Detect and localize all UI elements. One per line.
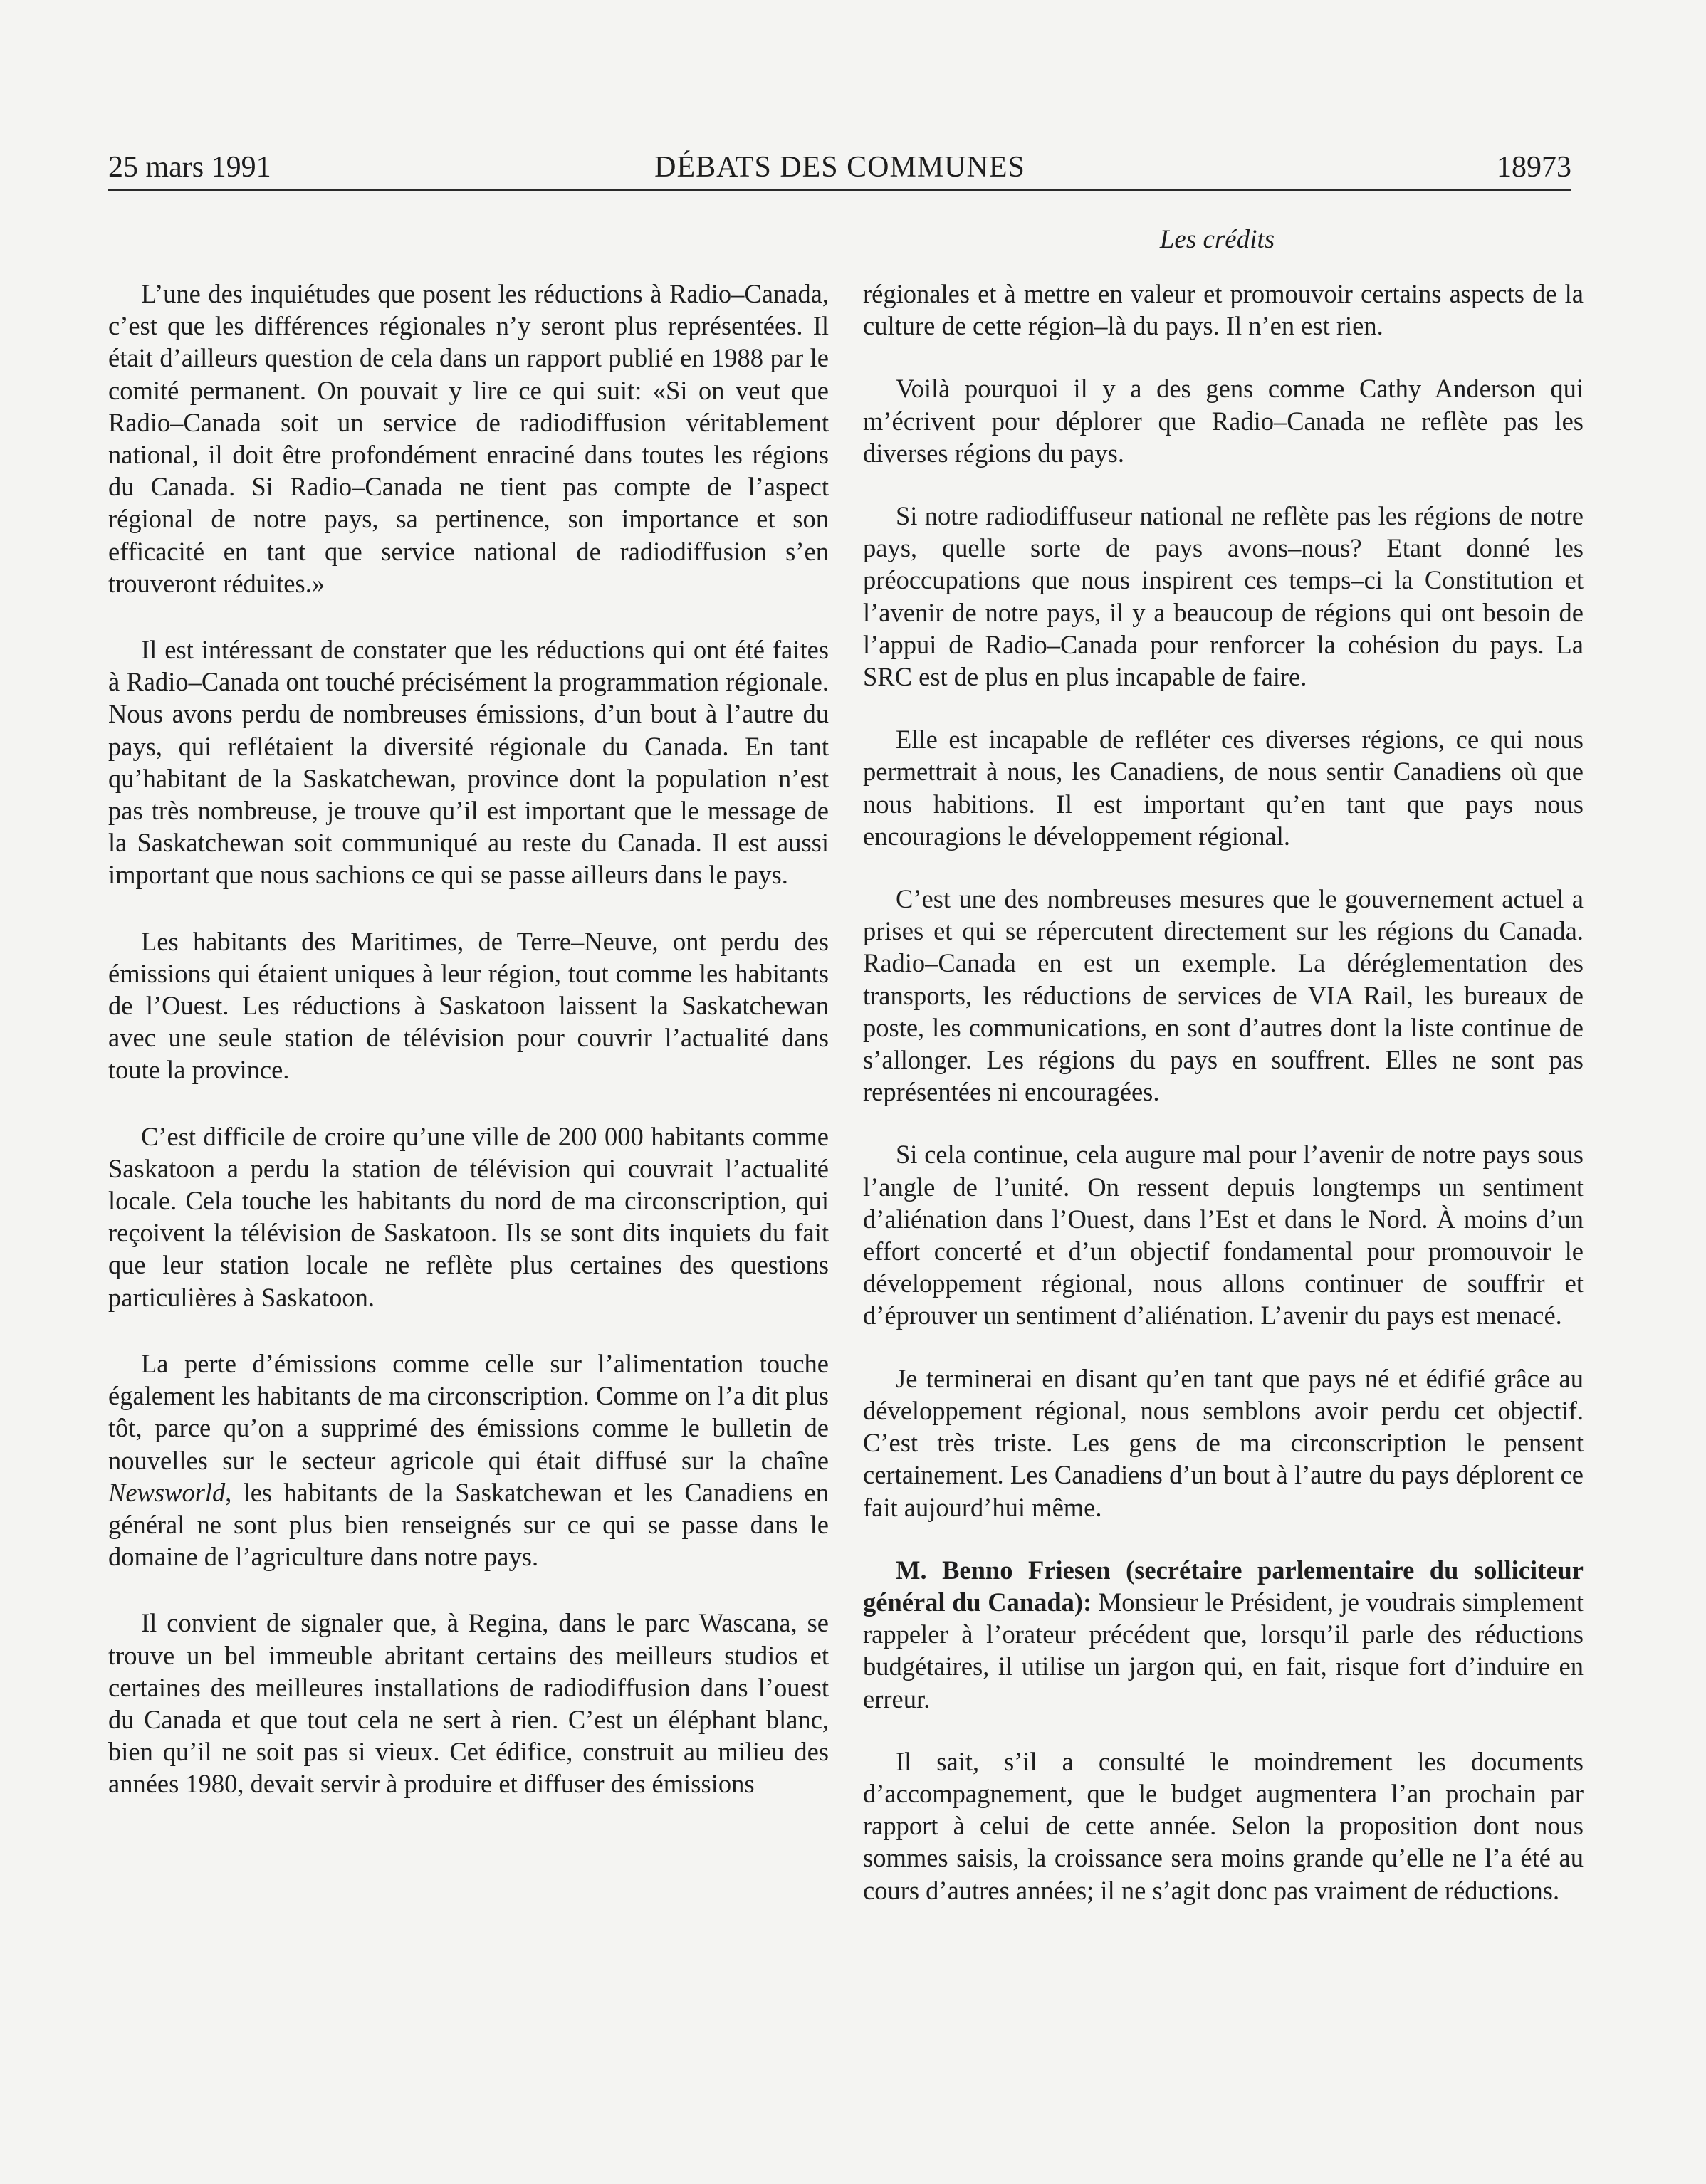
- paragraph: Il sait, s’il a consulté le moindrement les documents d’accompagnement, que le budget augmentera l’an prochain par rapport à celui de cette année. Selon la proposition dont nous sommes saisis, la croissance sera moins grande qu’elle ne l’a été au cours d’autres années; il ne s’agit donc pas vraiment de réductions.: [863, 1746, 1584, 1905]
- paragraph: L’une des inquiétudes que posent les réductions à Radio–Canada, c’est que les différences régionales n’y seront plus représentées. Il était d’ailleurs question de cela dans un rapport publié en 1988 par le comité permanent. On pouvait y lire ce qui suit: «Si on veut que Radio–Canada soit un service de radiodiffusion véritablement national, il doit être profondément enraciné dans toutes les régions du Canada. Si Radio–Canada ne tient pas compte de l’aspect régional de notre pays, sa pertinence, son importance et son efficacité en tant que service national de radiodiffusion s’en trouveront réduites.»: [108, 279, 829, 598]
- program-name: Newsworld: [108, 1477, 226, 1507]
- paragraph: Il est intéressant de constater que les réductions qui ont été faites à Radio–Canada ont touché précisément la programmation régionale. Nous avons perdu de nombreuses émissions, d’un bout à l’autre du pays, qui reflétaient la diversité régionale du Canada. En tant qu’habitant de la Saskatchewan, province dont la population n’est pas très nombreuse, je trouve qu’il est important que le message de la Saskatchewan soit communiqué au reste du Canada. Il est aussi important que nous sachions ce qui se passe ailleurs dans le pays.: [108, 635, 829, 890]
- paragraph: La perte d’émissions comme celle sur l’alimentation touche également les habitants de ma circonscription. Comme on l’a dit plus tôt, parce qu’on a supprimé des émissions comme le bulletin de nouvelles sur le secteur agricole qui était diffusé sur la chaîne Newsworld, les habitants de la Saskatchewan et les Canadiens en général ne sont plus bien renseignés sur ce qui se passe dans le domaine de l’agriculture dans notre pays.: [108, 1348, 829, 1572]
- speaker-text: Monsieur le Président, je voudrais simplement rappeler à l’orateur précédent que, lorsqu’il parle des réductions budgétaires, il utilise un jargon qui, en fait, risque fort d’induire en erreur.: [863, 1587, 1584, 1713]
- header-page-number: 18973: [1497, 151, 1571, 184]
- paragraph: Si notre radiodiffuseur national ne reflète pas les régions de notre pays, quelle sorte de pays avons–nous? Etant donné les préoccupations que nous inspirent ces temps–ci la Constitution et l’avenir de notre pays, il y a beaucoup de régions qui ont besoin de l’appui de Radio–Canada pour renforcer la cohésion du pays. La SRC est de plus en plus incapable de faire.: [863, 501, 1584, 692]
- continued-paragraph: régionales et à mettre en valeur et promouvoir certains aspects de la culture de cette région–là du pays. Il n’en est rien.: [863, 279, 1584, 341]
- paragraph: Voilà pourquoi il y a des gens comme Cathy Anderson qui m’écrivent pour déplorer que Radio–Canada ne reflète pas les diverses régions du pays.: [863, 374, 1584, 468]
- paragraph: Il convient de signaler que, à Regina, dans le parc Wascana, se trouve un bel immeuble abritant certains des meilleurs studios et certaines des meilleures installations de radiodiffusion dans l’ouest du Canada et que tout cela ne sert à rien. C’est un éléphant blanc, bien qu’il ne soit pas si vieux. Cet édifice, construit au milieu des années 1980, devait servir à produire et diffuser des émissions: [108, 1608, 829, 1799]
- paragraph: Je terminerai en disant qu’en tant que pays né et édifié grâce au développement régional, nous semblons avoir perdu cet objectif. C’est très triste. Les gens de ma circonscription le pensent certainement. Les Canadiens d’un bout à l’autre du pays déplorent ce fait aujourd’hui même.: [863, 1363, 1584, 1522]
- paragraph: Elle est incapable de refléter ces diverses régions, ce qui nous permettrait à nous, les Canadiens, de nous sentir Canadiens où que nous habitions. Il est important qu’en tant que pays nous encouragions le développement régional.: [863, 725, 1584, 851]
- speaker-name: M. Benno Friesen (secrétaire parlementaire du solliciteur général du Canada):: [863, 1555, 1584, 1617]
- header-date: 25 mars 1991: [108, 151, 271, 184]
- paragraph: C’est une des nombreuses mesures que le gouvernement actuel a prises et qui se répercutent directement sur les régions du Canada. Radio–Canada en est un exemple. La déréglementation des transports, les réductions de services de VIA Rail, les bureaux de poste, les communications, en sont d’autres dont la liste continue de s’allonger. Les régions du pays en souffrent. Elles ne sont pas représentées ni encouragées.: [863, 884, 1584, 1107]
- paragraph: C’est difficile de croire qu’une ville de 200 000 habitants comme Saskatoon a perdu la station de télévision qui couvrait l’actualité locale. Cela touche les habitants du nord de ma circonscription, qui reçoivent la télévision de Saskatoon. Ils se sont dits inquiets du fait que leur station locale ne reflète plus certaines des questions particulières à Saskatoon.: [108, 1121, 829, 1312]
- speaker-paragraph: [863, 1554, 1584, 1715]
- paragraph: Les habitants des Maritimes, de Terre–Neuve, ont perdu des émissions qui étaient uniques à leur région, tout comme les habitants de l’Ouest. Les réductions à Saskatoon laissent la Saskatchewan avec une seule station de télévision pour couvrir l’actualité dans toute la province.: [108, 926, 829, 1085]
- header-journal-title: DÉBATS DES COMMUNES: [654, 151, 1025, 184]
- left-column: [108, 278, 829, 1800]
- page-header: [108, 146, 1571, 189]
- paragraph: Si cela continue, cela augure mal pour l’avenir de notre pays sous l’angle de l’unité. On ressent depuis longtemps un sentiment d’aliénation dans l’Ouest, dans l’Est et dans le Nord. À moins d’un effort concerté et d’un objectif fondamental pour promouvoir le développement régional, nous allons continuer de souffrir et d’éprouver un sentiment d’aliénation. L’avenir du pays est menacé.: [863, 1140, 1584, 1330]
- header-rule: [108, 189, 1571, 191]
- section-title: Les crédits: [1159, 225, 1275, 254]
- right-column: [863, 278, 1584, 1906]
